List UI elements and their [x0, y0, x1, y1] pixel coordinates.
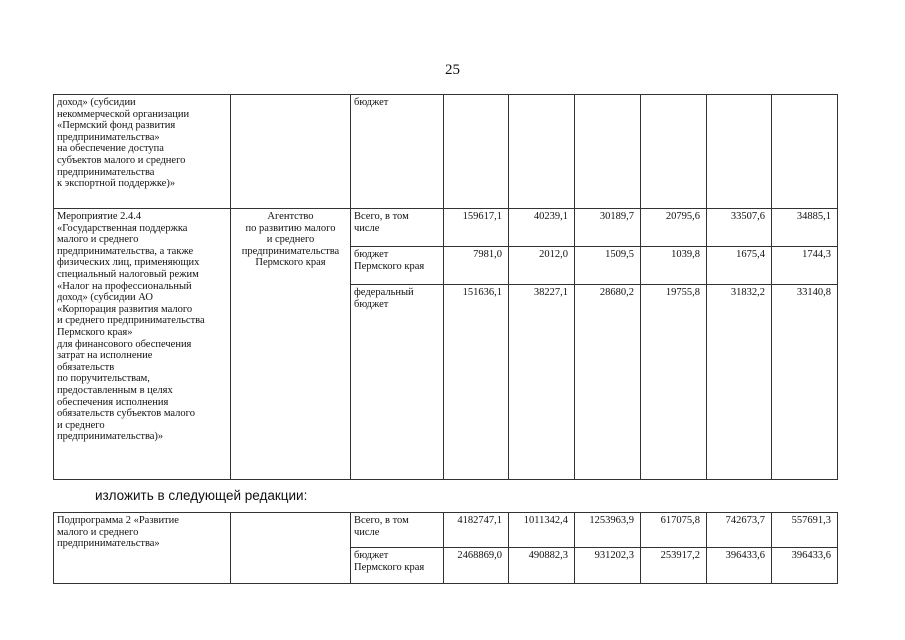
funding-source-cell: бюджет Пермского края — [351, 548, 444, 584]
value-cell — [509, 95, 575, 209]
value-cell: 19755,8 — [641, 285, 707, 480]
value-cell: 159617,1 — [444, 209, 509, 247]
value-cell: 33140,8 — [772, 285, 838, 480]
value-cell: 1744,3 — [772, 247, 838, 285]
value-cell: 33507,6 — [707, 209, 772, 247]
value-cell: 34885,1 — [772, 209, 838, 247]
funding-source-cell: федеральный бюджет — [351, 285, 444, 480]
funding-source-cell: бюджет Пермского края — [351, 247, 444, 285]
value-cell — [444, 95, 509, 209]
value-cell: 617075,8 — [641, 513, 707, 548]
value-cell — [641, 95, 707, 209]
funding-source-cell: Всего, в том числе — [351, 513, 444, 548]
agency-cell — [231, 95, 351, 209]
value-cell: 4182747,1 — [444, 513, 509, 548]
table-row — [54, 513, 838, 548]
value-cell: 40239,1 — [509, 209, 575, 247]
value-cell: 742673,7 — [707, 513, 772, 548]
value-cell: 1675,4 — [707, 247, 772, 285]
value-cell: 1509,5 — [575, 247, 641, 285]
value-cell: 2468869,0 — [444, 548, 509, 584]
agency-cell: Агентство по развитию малого и среднего предпринимательства Пермского края — [231, 209, 351, 480]
value-cell: 557691,3 — [772, 513, 838, 548]
funding-source-cell: Всего, в том числе — [351, 209, 444, 247]
table-row — [54, 209, 838, 247]
value-cell: 20795,6 — [641, 209, 707, 247]
value-cell: 1039,8 — [641, 247, 707, 285]
value-cell: 396433,6 — [707, 548, 772, 584]
value-cell — [772, 95, 838, 209]
value-cell: 253917,2 — [641, 548, 707, 584]
value-cell: 490882,3 — [509, 548, 575, 584]
measure-description-cell: Мероприятие 2.4.4 «Государственная поддержка малого и среднего предпринимательства, а также физических лиц, применяющих специальный налоговый режим «Налог на профессиональный доход» (субсидии АО «Корпорация развития малого и среднего предпринимательства Пермского края» для финансового обеспечения затрат на исполнение обязательств по поручительствам, предоставленным в целях обеспечения исполнения обязательств субъектов малого и среднего предпринимательства)» — [54, 209, 231, 480]
program-table-new — [53, 512, 838, 584]
value-cell: 31832,2 — [707, 285, 772, 480]
value-cell — [707, 95, 772, 209]
amendment-phrase: изложить в следующей редакции: — [95, 488, 308, 503]
measure-description-cell: доход» (субсидии некоммерческой организации «Пермский фонд развития предпринимательства» на обеспечение доступа субъектов малого и среднего предпринимательства к экспортной поддержке)» — [54, 95, 231, 209]
value-cell: 30189,7 — [575, 209, 641, 247]
value-cell: 1253963,9 — [575, 513, 641, 548]
subprogram-description-cell: Подпрограмма 2 «Развитие малого и среднего предпринимательства» — [54, 513, 231, 584]
program-table-old — [53, 94, 838, 480]
value-cell: 28680,2 — [575, 285, 641, 480]
value-cell: 7981,0 — [444, 247, 509, 285]
page-number: 25 — [445, 62, 460, 78]
agency-cell — [231, 513, 351, 584]
value-cell: 1011342,4 — [509, 513, 575, 548]
value-cell — [575, 95, 641, 209]
funding-source-cell: бюджет — [351, 95, 444, 209]
value-cell: 396433,6 — [772, 548, 838, 584]
value-cell: 2012,0 — [509, 247, 575, 285]
table-row — [54, 95, 838, 209]
value-cell: 931202,3 — [575, 548, 641, 584]
value-cell: 38227,1 — [509, 285, 575, 480]
value-cell: 151636,1 — [444, 285, 509, 480]
